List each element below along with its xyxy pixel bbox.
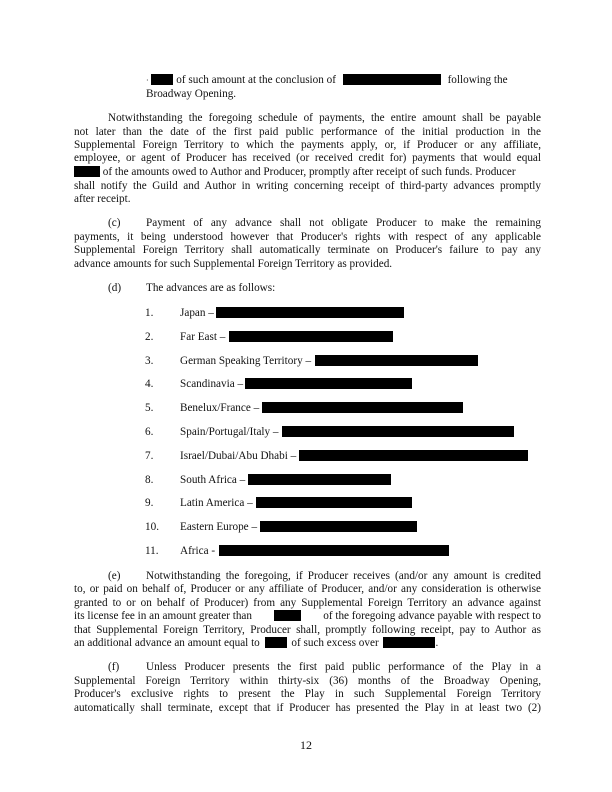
redacted-block (274, 610, 301, 621)
redacted-block (262, 402, 463, 413)
redacted-block (265, 637, 287, 648)
redacted-block (383, 637, 435, 648)
redacted-block (245, 378, 412, 389)
redacted-block (151, 74, 173, 85)
redacted-block (216, 307, 404, 318)
redacted-block (260, 521, 417, 532)
redacted-block (219, 545, 449, 556)
top-line-1: · of such amount at the conclusion of following the (146, 74, 508, 86)
top-line-2: Broadway Opening. (146, 88, 237, 100)
redacted-block (229, 331, 393, 342)
redacted-block (282, 426, 514, 437)
redacted-block (315, 355, 478, 366)
redacted-block (256, 497, 412, 508)
redacted-block (299, 450, 528, 461)
redacted-block (343, 74, 441, 85)
redacted-block (74, 166, 100, 177)
page-number: 12 (300, 738, 312, 752)
redacted-block (248, 474, 391, 485)
